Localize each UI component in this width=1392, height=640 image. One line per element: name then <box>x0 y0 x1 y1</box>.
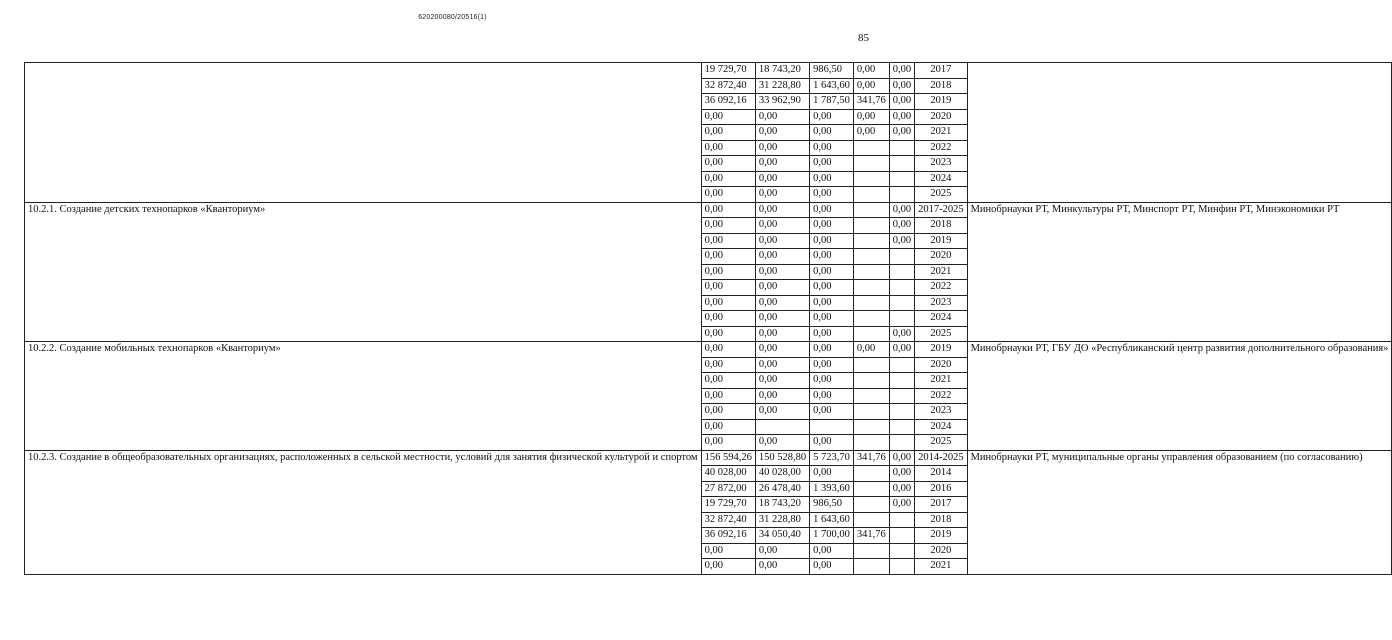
amount-cell: 0,00 <box>810 388 854 404</box>
amount-cell: 0,00 <box>701 373 755 389</box>
amount-cell: 0,00 <box>755 326 809 342</box>
amount-cell: 0,00 <box>889 202 914 218</box>
amount-cell: 33 962,90 <box>755 94 809 110</box>
amount-cell: 1 787,50 <box>810 94 854 110</box>
amount-cell: 0,00 <box>810 140 854 156</box>
amount-cell: 0,00 <box>810 187 854 203</box>
amount-cell: 0,00 <box>810 280 854 296</box>
amount-cell: 0,00 <box>810 202 854 218</box>
amount-cell: 27 872,00 <box>701 481 755 497</box>
amount-cell <box>889 311 914 327</box>
amount-cell <box>853 466 889 482</box>
amount-cell: 31 228,80 <box>755 78 809 94</box>
amount-cell: 0,00 <box>755 218 809 234</box>
amount-cell: 0,00 <box>853 109 889 125</box>
amount-cell: 0,00 <box>853 63 889 79</box>
amount-cell <box>853 419 889 435</box>
amount-cell <box>853 280 889 296</box>
year-cell: 2021 <box>915 264 968 280</box>
amount-cell: 0,00 <box>810 109 854 125</box>
amount-cell: 0,00 <box>889 481 914 497</box>
amount-cell: 156 594,26 <box>701 450 755 466</box>
amount-cell: 0,00 <box>701 264 755 280</box>
amount-cell <box>853 373 889 389</box>
amount-cell: 0,00 <box>810 218 854 234</box>
year-cell: 2018 <box>915 78 968 94</box>
amount-cell: 0,00 <box>755 233 809 249</box>
year-cell: 2020 <box>915 357 968 373</box>
executors: Минобрнауки РТ, Минкультуры РТ, Минспорт РТ, Минфин РТ, Минэкономики РТ <box>967 202 1392 342</box>
year-cell: 2020 <box>915 249 968 265</box>
amount-cell <box>853 543 889 559</box>
amount-cell <box>889 388 914 404</box>
amount-cell <box>853 497 889 513</box>
amount-cell: 0,00 <box>701 357 755 373</box>
year-cell: 2019 <box>915 94 968 110</box>
amount-cell: 0,00 <box>701 249 755 265</box>
amount-cell: 0,00 <box>810 559 854 575</box>
amount-cell: 0,00 <box>889 125 914 141</box>
amount-cell: 40 028,00 <box>755 466 809 482</box>
amount-cell: 0,00 <box>701 140 755 156</box>
amount-cell: 0,00 <box>755 171 809 187</box>
measure-name: 10.2.2. Создание мобильных технопарков «Кванториум» <box>25 342 702 451</box>
amount-cell: 0,00 <box>755 357 809 373</box>
amount-cell: 0,00 <box>755 295 809 311</box>
year-cell: 2019 <box>915 528 968 544</box>
amount-cell: 986,50 <box>810 497 854 513</box>
year-cell: 2019 <box>915 233 968 249</box>
year-cell: 2014-2025 <box>915 450 968 466</box>
amount-cell <box>889 373 914 389</box>
executors <box>967 63 1392 203</box>
amount-cell <box>853 512 889 528</box>
year-cell: 2023 <box>915 404 968 420</box>
amount-cell: 0,00 <box>810 357 854 373</box>
amount-cell: 18 743,20 <box>755 63 809 79</box>
amount-cell <box>853 357 889 373</box>
year-cell: 2020 <box>915 543 968 559</box>
year-cell: 2016 <box>915 481 968 497</box>
amount-cell: 40 028,00 <box>701 466 755 482</box>
year-cell: 2018 <box>915 218 968 234</box>
amount-cell: 0,00 <box>889 218 914 234</box>
amount-cell: 341,76 <box>853 528 889 544</box>
amount-cell: 0,00 <box>889 466 914 482</box>
amount-cell <box>853 156 889 172</box>
year-cell: 2025 <box>915 326 968 342</box>
year-cell: 2014 <box>915 466 968 482</box>
amount-cell: 0,00 <box>701 156 755 172</box>
amount-cell: 0,00 <box>889 342 914 358</box>
amount-cell <box>853 218 889 234</box>
amount-cell: 19 729,70 <box>701 63 755 79</box>
budget-table <box>24 62 1392 575</box>
year-cell: 2021 <box>915 125 968 141</box>
amount-cell: 0,00 <box>755 435 809 451</box>
amount-cell: 0,00 <box>889 450 914 466</box>
amount-cell <box>853 559 889 575</box>
amount-cell: 19 729,70 <box>701 497 755 513</box>
year-cell: 2019 <box>915 342 968 358</box>
amount-cell: 18 743,20 <box>755 497 809 513</box>
amount-cell: 0,00 <box>755 404 809 420</box>
amount-cell <box>889 435 914 451</box>
year-cell: 2024 <box>915 171 968 187</box>
table-row <box>25 202 1392 218</box>
amount-cell: 0,00 <box>810 543 854 559</box>
amount-cell: 0,00 <box>701 171 755 187</box>
amount-cell: 36 092,16 <box>701 94 755 110</box>
amount-cell: 1 700,00 <box>810 528 854 544</box>
amount-cell: 0,00 <box>755 202 809 218</box>
table-row <box>25 342 1392 358</box>
amount-cell: 0,00 <box>889 109 914 125</box>
amount-cell <box>889 357 914 373</box>
page-number: 85 <box>858 32 869 44</box>
amount-cell: 0,00 <box>810 295 854 311</box>
amount-cell: 0,00 <box>701 435 755 451</box>
amount-cell: 0,00 <box>853 125 889 141</box>
amount-cell: 0,00 <box>810 233 854 249</box>
amount-cell: 0,00 <box>810 264 854 280</box>
amount-cell <box>853 171 889 187</box>
amount-cell: 0,00 <box>810 249 854 265</box>
year-cell: 2025 <box>915 187 968 203</box>
amount-cell: 0,00 <box>810 373 854 389</box>
year-cell: 2022 <box>915 140 968 156</box>
year-cell: 2020 <box>915 109 968 125</box>
executors: Минобрнауки РТ, муниципальные органы управления образованием (по согласованию) <box>967 450 1392 574</box>
amount-cell: 0,00 <box>701 388 755 404</box>
amount-cell <box>853 388 889 404</box>
amount-cell: 0,00 <box>701 404 755 420</box>
year-cell: 2025 <box>915 435 968 451</box>
amount-cell: 0,00 <box>701 280 755 296</box>
amount-cell: 0,00 <box>755 156 809 172</box>
amount-cell <box>889 140 914 156</box>
amount-cell: 36 092,16 <box>701 528 755 544</box>
amount-cell <box>853 249 889 265</box>
amount-cell: 0,00 <box>853 342 889 358</box>
amount-cell <box>853 140 889 156</box>
amount-cell <box>853 233 889 249</box>
amount-cell: 0,00 <box>701 218 755 234</box>
amount-cell <box>853 187 889 203</box>
amount-cell: 0,00 <box>755 543 809 559</box>
amount-cell: 0,00 <box>701 125 755 141</box>
amount-cell: 0,00 <box>755 140 809 156</box>
year-cell: 2021 <box>915 559 968 575</box>
amount-cell <box>889 543 914 559</box>
year-cell: 2021 <box>915 373 968 389</box>
amount-cell <box>889 156 914 172</box>
amount-cell <box>853 435 889 451</box>
amount-cell: 0,00 <box>755 373 809 389</box>
amount-cell <box>889 264 914 280</box>
amount-cell: 32 872,40 <box>701 512 755 528</box>
amount-cell: 0,00 <box>810 125 854 141</box>
amount-cell <box>889 419 914 435</box>
amount-cell: 0,00 <box>889 326 914 342</box>
amount-cell <box>889 171 914 187</box>
amount-cell: 986,50 <box>810 63 854 79</box>
amount-cell <box>889 249 914 265</box>
year-cell: 2022 <box>915 388 968 404</box>
amount-cell: 0,00 <box>810 311 854 327</box>
year-cell: 2024 <box>915 419 968 435</box>
year-cell: 2018 <box>915 512 968 528</box>
year-cell: 2022 <box>915 280 968 296</box>
amount-cell: 0,00 <box>810 435 854 451</box>
table-row <box>25 450 1392 466</box>
amount-cell <box>853 481 889 497</box>
amount-cell: 0,00 <box>701 559 755 575</box>
amount-cell <box>810 419 854 435</box>
table-body <box>25 63 1392 575</box>
amount-cell: 0,00 <box>701 233 755 249</box>
amount-cell <box>853 264 889 280</box>
year-cell: 2024 <box>915 311 968 327</box>
amount-cell: 0,00 <box>701 326 755 342</box>
amount-cell: 0,00 <box>755 187 809 203</box>
amount-cell <box>755 419 809 435</box>
amount-cell: 26 478,40 <box>755 481 809 497</box>
amount-cell: 0,00 <box>755 264 809 280</box>
amount-cell: 0,00 <box>810 326 854 342</box>
amount-cell <box>853 404 889 420</box>
table-row <box>25 63 1392 79</box>
amount-cell: 150 528,80 <box>755 450 809 466</box>
amount-cell: 31 228,80 <box>755 512 809 528</box>
amount-cell: 341,76 <box>853 94 889 110</box>
amount-cell: 0,00 <box>701 342 755 358</box>
amount-cell <box>889 295 914 311</box>
measure-name: 10.2.3. Создание в общеобразовательных организациях, расположенных в сельской местности, условий для занятия физической культурой и спортом <box>25 450 702 574</box>
amount-cell: 0,00 <box>701 295 755 311</box>
amount-cell: 0,00 <box>810 466 854 482</box>
amount-cell <box>889 528 914 544</box>
measure-name: 10.2.1. Создание детских технопарков «Кванториум» <box>25 202 702 342</box>
amount-cell: 0,00 <box>701 419 755 435</box>
amount-cell <box>889 187 914 203</box>
amount-cell <box>853 295 889 311</box>
amount-cell: 0,00 <box>810 156 854 172</box>
executors: Минобрнауки РТ, ГБУ ДО «Республиканский центр развития дополнительного образования» <box>967 342 1392 451</box>
document-id: 620200080/20516(1) <box>418 14 487 21</box>
amount-cell: 1 643,60 <box>810 78 854 94</box>
year-cell: 2017 <box>915 63 968 79</box>
amount-cell: 0,00 <box>810 171 854 187</box>
amount-cell: 0,00 <box>810 342 854 358</box>
year-cell: 2017-2025 <box>915 202 968 218</box>
amount-cell <box>889 280 914 296</box>
amount-cell: 34 050,40 <box>755 528 809 544</box>
amount-cell <box>853 311 889 327</box>
amount-cell: 0,00 <box>889 63 914 79</box>
amount-cell: 0,00 <box>889 497 914 513</box>
amount-cell: 0,00 <box>755 559 809 575</box>
amount-cell: 5 723,70 <box>810 450 854 466</box>
amount-cell <box>889 512 914 528</box>
amount-cell: 1 643,60 <box>810 512 854 528</box>
amount-cell: 1 393,60 <box>810 481 854 497</box>
amount-cell: 0,00 <box>701 109 755 125</box>
amount-cell: 0,00 <box>701 543 755 559</box>
amount-cell: 0,00 <box>889 94 914 110</box>
amount-cell: 0,00 <box>755 388 809 404</box>
year-cell: 2023 <box>915 295 968 311</box>
amount-cell <box>853 326 889 342</box>
amount-cell: 0,00 <box>889 233 914 249</box>
amount-cell: 0,00 <box>701 187 755 203</box>
amount-cell: 0,00 <box>755 125 809 141</box>
amount-cell: 0,00 <box>701 202 755 218</box>
amount-cell: 0,00 <box>755 342 809 358</box>
year-cell: 2023 <box>915 156 968 172</box>
amount-cell: 341,76 <box>853 450 889 466</box>
year-cell: 2017 <box>915 497 968 513</box>
measure-name <box>25 63 702 203</box>
amount-cell: 0,00 <box>755 109 809 125</box>
amount-cell: 0,00 <box>889 78 914 94</box>
amount-cell: 0,00 <box>810 404 854 420</box>
amount-cell <box>889 404 914 420</box>
amount-cell: 0,00 <box>755 249 809 265</box>
amount-cell: 0,00 <box>755 311 809 327</box>
amount-cell: 32 872,40 <box>701 78 755 94</box>
amount-cell <box>889 559 914 575</box>
amount-cell: 0,00 <box>755 280 809 296</box>
amount-cell <box>853 202 889 218</box>
amount-cell: 0,00 <box>701 311 755 327</box>
amount-cell: 0,00 <box>853 78 889 94</box>
